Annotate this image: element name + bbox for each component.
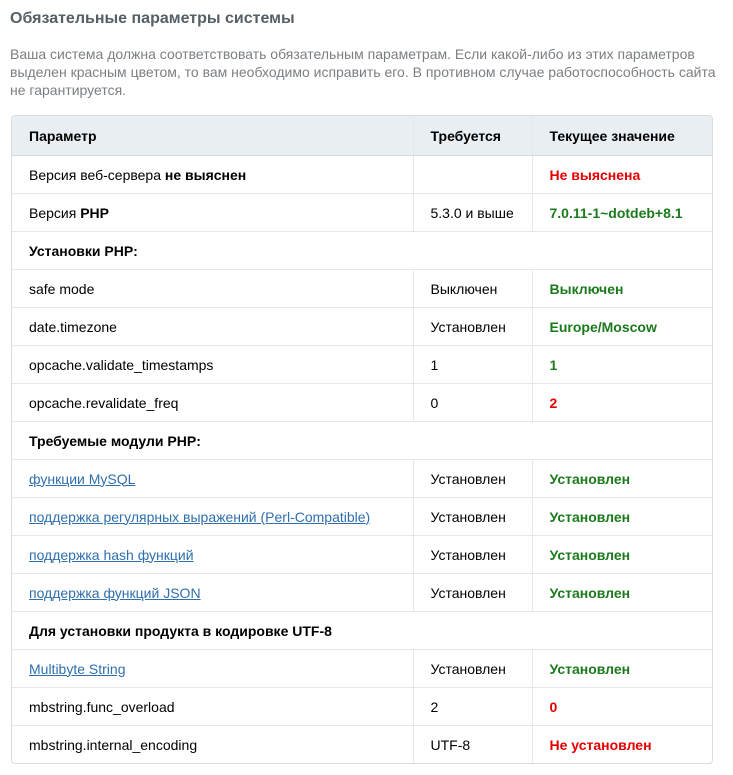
param-label: opcache.revalidate_freq xyxy=(12,384,413,422)
table-row-web-server xyxy=(12,156,712,194)
hash-support-link[interactable]: поддержка hash функций xyxy=(29,546,194,563)
required-value: Установлен xyxy=(413,460,532,498)
param-label-bold: не выяснен xyxy=(164,166,247,183)
required-value: 0 xyxy=(413,384,532,422)
required-value: Установлен xyxy=(413,498,532,536)
current-value: Установлен xyxy=(532,498,712,536)
required-value: Установлен xyxy=(413,308,532,346)
param-cell xyxy=(12,156,413,194)
column-header-current: Текущее значение xyxy=(532,116,712,156)
table-row-php-version xyxy=(12,194,712,232)
param-label: mbstring.internal_encoding xyxy=(29,736,198,753)
param-cell xyxy=(12,498,413,536)
param-label: safe mode xyxy=(12,270,413,308)
table-row-validate-timestamps xyxy=(12,346,712,384)
table-row-pcre xyxy=(12,498,712,536)
param-cell xyxy=(12,650,413,688)
table-row-timezone xyxy=(12,308,712,346)
column-header-required: Требуется xyxy=(413,116,532,156)
section-title: Для установки продукта в кодировке UTF-8 xyxy=(12,612,712,650)
table-row-mbstring xyxy=(12,650,712,688)
required-value xyxy=(413,156,532,194)
mysql-functions-link[interactable]: функции MySQL xyxy=(29,470,136,487)
current-value: Выключен xyxy=(532,270,712,308)
section-row-php-settings xyxy=(12,232,712,270)
current-value: Не выяснена xyxy=(532,156,712,194)
param-cell xyxy=(12,574,413,612)
page-description: Ваша система должна соответствовать обязательным параметрам. Если какой-либо из этих параметров выделен красным цветом, то вам необходимо исправить его. В противном случае работоспособность сайта не гарантируется. xyxy=(10,46,716,98)
required-value: Выключен xyxy=(413,270,532,308)
param-cell xyxy=(12,194,413,232)
section-row-utf8 xyxy=(12,612,712,650)
required-value: 1 xyxy=(413,346,532,384)
param-label: Версия веб-сервера xyxy=(29,166,165,183)
page-title: Обязательные параметры системы xyxy=(10,10,295,27)
current-value: 1 xyxy=(532,346,712,384)
current-value: 7.0.11-1~dotdeb+8.1 xyxy=(532,194,712,232)
required-value: 2 xyxy=(413,688,532,726)
section-title: Установки PHP: xyxy=(12,232,712,270)
param-cell xyxy=(12,460,413,498)
table-row-safe-mode xyxy=(12,270,712,308)
current-value: Не установлен xyxy=(532,726,712,764)
json-support-link[interactable]: поддержка функций JSON xyxy=(29,584,201,601)
param-label: opcache.validate_timestamps xyxy=(12,346,413,384)
required-value: Установлен xyxy=(413,536,532,574)
current-value: 0 xyxy=(532,688,712,726)
table-row-func-overload xyxy=(12,688,712,726)
table-header-row xyxy=(12,116,712,156)
table-row-hash xyxy=(12,536,712,574)
requirements-table xyxy=(11,115,713,764)
param-cell xyxy=(12,536,413,574)
param-label: date.timezone xyxy=(12,308,413,346)
required-value: UTF-8 xyxy=(413,726,532,764)
param-label-bold: PHP xyxy=(80,204,109,221)
multibyte-string-link[interactable]: Multibyte String xyxy=(29,660,126,677)
table-row-internal-encoding xyxy=(12,726,712,764)
pcre-support-link[interactable]: поддержка регулярных выражений (Perl-Compatible) xyxy=(29,508,371,525)
current-value: Установлен xyxy=(532,650,712,688)
current-value: Europe/Moscow xyxy=(532,308,712,346)
section-title: Требуемые модули PHP: xyxy=(12,422,712,460)
current-value: Установлен xyxy=(532,574,712,612)
current-value: Установлен xyxy=(532,460,712,498)
table-row-mysql xyxy=(12,460,712,498)
table-row-revalidate-freq xyxy=(12,384,712,422)
required-value: Установлен xyxy=(413,650,532,688)
column-header-parameter: Параметр xyxy=(12,116,413,156)
param-label: Версия xyxy=(29,204,81,221)
current-value: 2 xyxy=(532,384,712,422)
current-value: Установлен xyxy=(532,536,712,574)
param-label: mbstring.func_overload xyxy=(12,688,413,726)
section-row-php-modules xyxy=(12,422,712,460)
required-value: 5.3.0 и выше xyxy=(413,194,532,232)
table-row-json xyxy=(12,574,712,612)
required-value: Установлен xyxy=(413,574,532,612)
